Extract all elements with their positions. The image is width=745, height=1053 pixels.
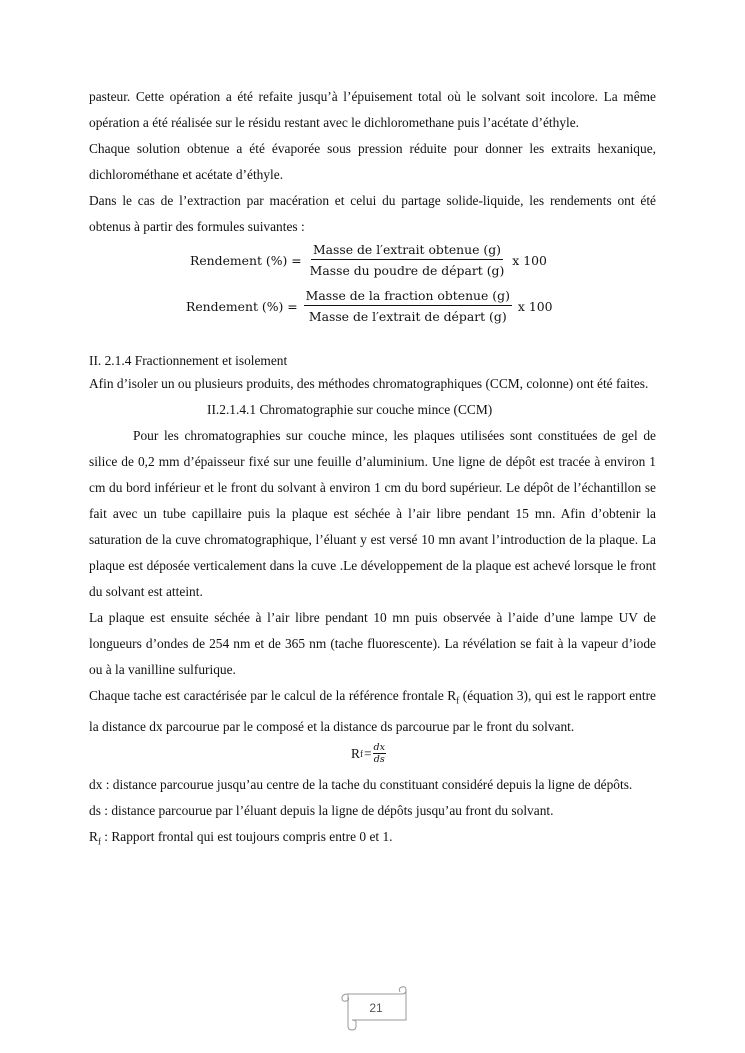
eq1-fraction <box>308 242 507 278</box>
paragraph-rf-definition <box>89 683 656 740</box>
eq1-rhs: x 100 <box>512 252 547 268</box>
rf-numerator: dx <box>373 741 385 753</box>
def-rf-sub: f <box>97 836 101 847</box>
yield-equation-extract <box>190 242 547 278</box>
def-rf-text: : Rapport frontal qui est toujours compris entre 0 et 1. <box>100 828 393 844</box>
paragraph-yield-intro: Dans le cas de l’extraction par macération et celui du partage solide-liquide, les rendements ont été obtenus à partir des formules suivantes : <box>89 193 656 234</box>
page-number: 21 <box>369 1001 383 1015</box>
paragraph-ccm-revelation: La plaque est ensuite séchée à l’air libre pendant 10 mn puis observée à l’aide d’une lampe UV de longueurs d’ondes de 254 nm et de 365 nm (tache fluorescente). La révélation se fait à la vapeur d’iode ou à la vanilline sulfurique. <box>89 610 656 677</box>
def-rf-symbol: R <box>89 828 98 844</box>
yield-equations <box>89 240 656 336</box>
section-heading: II. 2.1.4 Fractionnement et isolement <box>89 353 288 368</box>
rf-text-sub: f <box>456 695 460 706</box>
subsection-heading: II.2.1.4.1 Chromatographie sur couche mince (CCM) <box>207 402 493 417</box>
definition-dx: dx : distance parcourue jusqu’au centre de la tache du constituant considéré depuis la ligne de dépôts. <box>89 776 633 792</box>
eq2-rhs: x 100 <box>517 298 553 314</box>
rf-subscript: f <box>359 748 363 759</box>
yield-equation-fraction <box>186 288 552 324</box>
page-number-scroll <box>338 986 406 1030</box>
section-intro: Afin d’isoler un ou plusieurs produits, des méthodes chromatographiques (CCM, colonne) ont été faites. <box>89 376 649 391</box>
rf-denominator: ds <box>373 753 385 765</box>
rf-text-before: Chaque tache est caractérisée par le calcul de la référence frontale R <box>89 688 457 703</box>
rf-symbol: R <box>351 745 360 761</box>
rf-text-after: (équation 3), qui est le rapport entre la distance dx parcourue par le composé et la distance ds parcourue par le front du solvant. <box>89 688 656 734</box>
paragraph-extraction-continued: pasteur. Cette opération a été refaite jusqu’à l’épuisement total où le solvant soit incolore. La même opération a été réalisée sur le résidu restant avec le dichloromethane puis l’acétate d’éthyle. <box>89 89 656 130</box>
eq2-numerator: Masse de la fraction obtenue (g) <box>304 288 512 306</box>
eq1-lhs: Rendement (%) = <box>190 252 302 268</box>
eq1-denominator: Masse du poudre de départ (g) <box>309 263 505 278</box>
definition-rf <box>89 824 656 855</box>
rf-equation <box>89 740 656 772</box>
paragraph-ccm-method: Pour les chromatographies sur couche mince, les plaques utilisées sont constituées de gel de silice de 0,2 mm d’épaisseur fixé sur une feuille d’aluminium. Une ligne de dépôt est tracée à environ 1 cm du bord inférieur et le front du solvant à environ 1 cm du bord supérieur. Le dépôt de l’échantillon se fait avec un tube capillaire puis la plaque est séchée à l’air libre pendant 15 mn. Afin d’obtenir la saturation de la cuve chromatographique, l’éluant y est versé 10 mn avant l’introduction de la plaque. La plaque est déposée verticalement dans la cuve .Le développement de la plaque est achevé lorsque le front du solvant est atteint. <box>89 428 656 599</box>
paragraph-evaporation: Chaque solution obtenue a été évaporée sous pression réduite pour donner les extraits hexanique, dichlorométhane et acétate d’éthyle. <box>89 141 656 182</box>
rf-equals: = <box>363 745 372 761</box>
definition-ds: ds : distance parcourue par l’éluant depuis la ligne de dépôts jusqu’au front du solvant. <box>89 802 554 818</box>
eq2-lhs: Rendement (%) = <box>186 298 298 314</box>
rf-fraction <box>373 742 386 766</box>
eq2-denominator: Masse de l′extrait de départ (g) <box>308 309 507 324</box>
page-content <box>89 84 656 854</box>
eq2-fraction <box>304 288 512 324</box>
eq1-numerator: Masse de l′extrait obtenue (g) <box>311 242 503 260</box>
